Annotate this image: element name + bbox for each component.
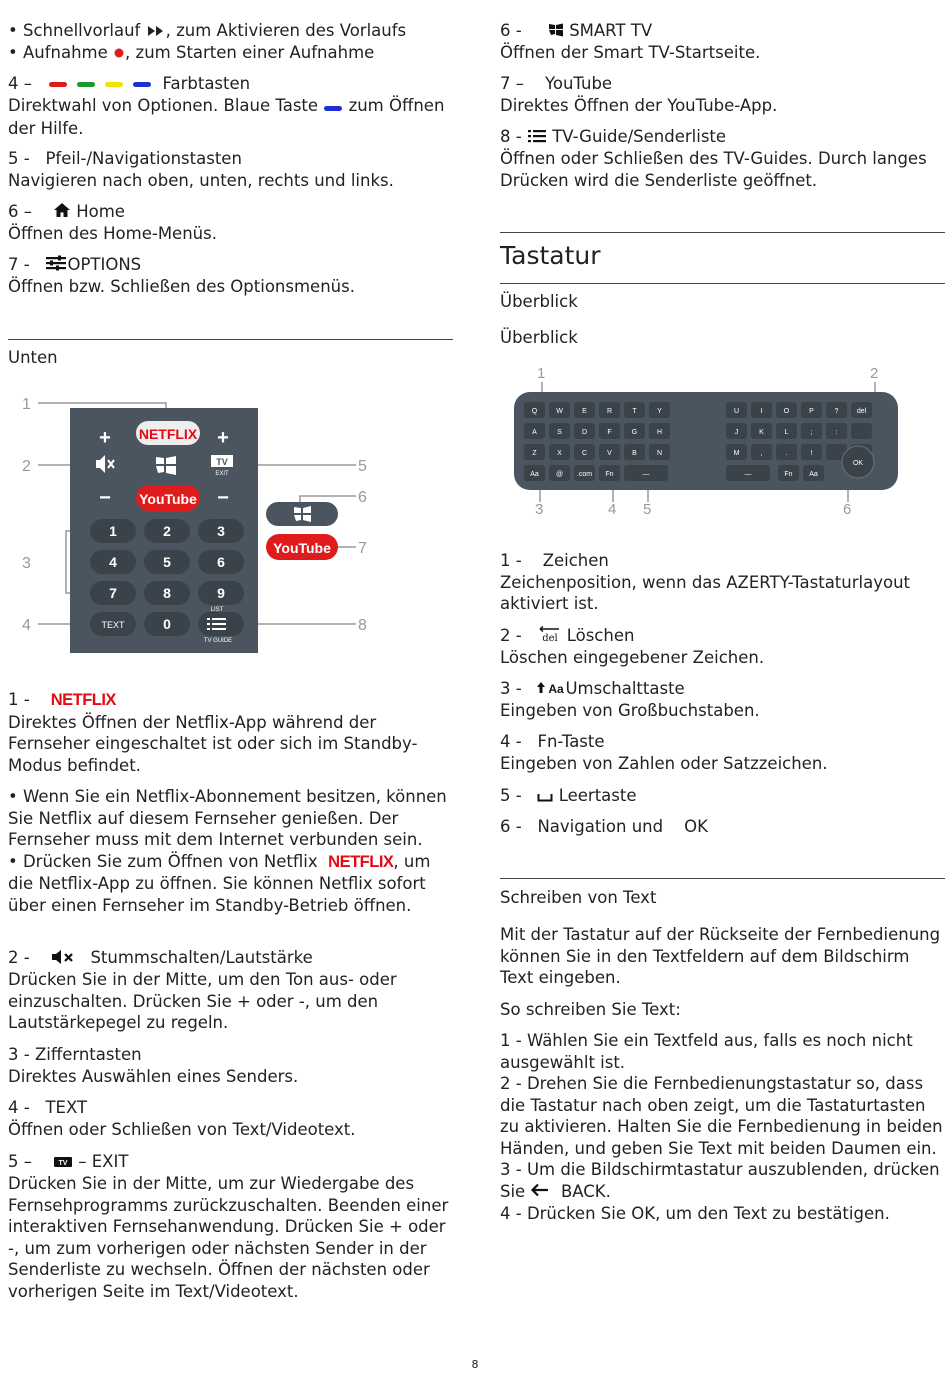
callout-4: 4 [22, 617, 31, 634]
item-title-ok: OK [684, 817, 708, 836]
key-0: 0 [163, 616, 171, 632]
key-3: 3 [217, 523, 225, 539]
keyboard-key-label: .com [576, 471, 593, 478]
item-umschalt [500, 678, 945, 722]
keyboard-key-label: W [556, 408, 563, 415]
keyboard-key-label: M [733, 450, 740, 457]
keyboard-key-label: O [783, 408, 790, 415]
item-desc: Direktes Öffnen der YouTube-App. [500, 95, 778, 115]
paragraph: Mit der Tastatur auf der Rückseite der Fernbedienung können Sie in den Textfeldern auf dem Bildschirm Text eingeben. [500, 925, 941, 987]
svg-text:Aa: Aa [548, 681, 565, 695]
item-number: 6 - [500, 21, 522, 40]
ch-plus: + [217, 427, 229, 449]
tv-icon [53, 1152, 73, 1174]
keyboard-key-label: P [809, 408, 814, 415]
key-9: 9 [217, 585, 225, 601]
key-7: 7 [109, 585, 117, 601]
item-title: Farbtasten [162, 74, 251, 93]
netflix-notes [8, 786, 453, 916]
ch-minus: − [217, 487, 229, 509]
keyboard-key-label: T [632, 408, 637, 415]
keyboard-key-label: D [581, 429, 588, 436]
item-title: SMART TV [569, 21, 653, 40]
keyboard-key-label: ; [810, 429, 813, 436]
key-5: 5 [163, 554, 171, 570]
item-netflix [8, 689, 453, 776]
callout-1: 1 [22, 396, 31, 413]
item-desc-cont: zum Öffnen [348, 96, 445, 116]
keyboard-key-label: — [642, 471, 650, 478]
key-4: 4 [109, 554, 117, 570]
callout-7: 7 [358, 540, 367, 557]
key-1: 1 [109, 523, 117, 539]
item-mute-volume [8, 947, 453, 1034]
item-title: Löschen [566, 626, 635, 645]
item-title-suffix: -Taste [557, 732, 605, 751]
item-title: Stummschalten/Lautstärke [90, 948, 313, 967]
item-loeschen [500, 625, 945, 669]
keyboard-key-label: S [557, 429, 562, 436]
schreiben-how [500, 999, 945, 1021]
keyboard-key-label: Aa [530, 471, 539, 478]
item-number: 3 - [500, 679, 522, 698]
item-desc: Eingeben von Zahlen oder Satzzeichen. [500, 753, 828, 773]
item-zeichen [500, 550, 945, 615]
section-title: Schreiben von Text [500, 888, 657, 907]
item-title: TEXT [45, 1098, 88, 1117]
keyboard-key-label: C [581, 450, 588, 457]
keyboard-key-label: L [784, 429, 789, 436]
vol-minus: − [99, 487, 111, 509]
punct: . [78, 118, 84, 138]
step-2: 2 - Drehen Sie die Fernbedienungstastatur so, dass die Tastatur nach oben zeigt, um die Tastaturtasten zu aktivieren. Halten Sie die Fernbedienung in beiden Händen, und geben Sie Text mit beiden Daumen ein. [500, 1074, 943, 1158]
keyboard-key-label: Aa [809, 471, 818, 478]
item-number: 1 - [500, 551, 522, 570]
keyboard-key-label: H [656, 429, 663, 436]
keyboard-key-label: X [557, 450, 562, 457]
item-desc: Direktwahl von Optionen. Blaue Taste [8, 96, 319, 116]
callout-5: 5 [643, 501, 652, 518]
svg-text:TV: TV [58, 1159, 68, 1167]
item-exit [8, 1151, 453, 1302]
schreiben-steps [500, 1030, 945, 1224]
note-subscription: • Wenn Sie ein Netflix-Abonnement besitzen, können Sie Netflix auf diesem Fernseher genießen. Der Fernseher muss mit dem Internet verbunden sein. [8, 787, 447, 849]
keyboard-key-label: E [582, 408, 587, 415]
item-number: 4 - [8, 1098, 30, 1117]
keyboard-key-label: B [632, 450, 637, 457]
item-desc: Drücken Sie in der Mitte, um zur Wiedergabe des Fernsehprogramms zurückzuschalten. Beenden einer interaktiven Fernsehanwendung. Drücken Sie + oder -, um zum vorherigen oder nächsten Sender in der Senderliste zu wechseln. Öffnen der nächsten oder vorherigen Seite im Text/Videotext. [8, 1174, 449, 1301]
keyboard-key-label: Q [531, 408, 538, 415]
item-desc: Öffnen des Home-Menüs. [8, 224, 217, 244]
keyboard-key-label: R [606, 408, 613, 415]
item-desc: Öffnen oder Schließen von Text/Videotext. [8, 1119, 356, 1139]
item-title: OPTIONS [67, 255, 142, 274]
callout-6: 6 [843, 501, 852, 518]
item-number: 2 - [500, 626, 522, 645]
item-text [8, 1097, 453, 1140]
item-desc: Löschen eingegebener Zeichen. [500, 648, 765, 668]
item-desc-cont: der [8, 118, 36, 138]
keyboard-key-label: A [532, 429, 537, 436]
keyboard-key-label: F [607, 429, 612, 436]
item-number: 2 - [8, 948, 30, 967]
keyboard-key-label: , [760, 450, 763, 457]
item-title-cont: und [631, 817, 664, 836]
shift-icon [537, 679, 565, 701]
delete-icon [537, 626, 561, 648]
item-number: 5 - [500, 786, 522, 805]
item-title: Fn [537, 732, 558, 751]
keyboard-key-label: J [734, 429, 739, 436]
callout-5: 5 [358, 458, 367, 475]
back-arrow-icon [530, 1181, 550, 1203]
item-number: 4 - [500, 732, 522, 751]
item-title: Navigation [537, 817, 627, 836]
item-number-keys [8, 1044, 453, 1087]
item-number: 5 - [8, 149, 30, 168]
space-icon [537, 786, 553, 808]
svg-text:EXIT: EXIT [215, 471, 229, 477]
tvguide-label: TV GUIDE [203, 638, 233, 644]
ok-word: OK [631, 1203, 656, 1223]
page-number: 8 [471, 1358, 479, 1371]
record-desc: , zum Starten einer Aufnahme [125, 43, 375, 62]
keyboard-key-label: @ [555, 471, 564, 478]
note-open-cont: , um die Netflix-App zu öffnen. Sie können Netflix sofort über einen Fernseher im Standby-Betrieb öffnen. [8, 851, 431, 915]
section-divider [500, 878, 945, 879]
record-label: • Aufnahme [8, 43, 108, 62]
left-column-lower [8, 0, 453, 1378]
subsection-title: Überblick [500, 292, 578, 311]
step-4: 4 - Drücken Sie [500, 1203, 626, 1223]
item-number: 6 - [500, 817, 522, 836]
svg-text:TV: TV [216, 457, 228, 467]
item-title: Pfeil-/Navigation [45, 149, 182, 168]
callout-4: 4 [608, 501, 617, 518]
callout-2: 2 [22, 458, 31, 475]
item-desc: Direktes Öffnen der Netflix-App während der Fernseher eingeschaltet ist oder sich im Standby-Modus befindet. [8, 712, 418, 775]
callout-2: 2 [870, 365, 879, 382]
callout-3: 3 [22, 555, 31, 572]
item-number: 1 - [8, 690, 30, 709]
callout-3: 3 [535, 501, 544, 518]
help-word: Hilfe [40, 118, 79, 138]
keyboard-key-label: Y [657, 408, 662, 415]
item-title: Home [76, 202, 125, 221]
item-title: TV-Guide/Senderliste [552, 127, 727, 146]
keyboard-key-label: Fn [784, 471, 793, 478]
step-1: 1 - Wählen Sie ein Textfeld aus, falls es noch nicht ausgewählt ist. [500, 1031, 913, 1072]
item-desc: Navigieren nach oben, unten, rechts und links. [8, 170, 394, 190]
item-title: Zeichen [542, 551, 609, 570]
item-desc: Eingeben von Großbuchstaben. [500, 701, 760, 721]
keyboard-key-label: G [631, 429, 638, 436]
item-fn [500, 731, 945, 774]
item-desc: Drücken Sie in der Mitte, um den Ton aus- oder einzuschalten. Drücken Sie + oder -, um den Lautstärkepegel zu regeln. [8, 970, 397, 1033]
svg-text:YouTube: YouTube [139, 491, 197, 507]
key-text: TEXT [101, 620, 125, 630]
item-desc: Öffnen oder Schließen des TV-Guides. Durch langes Drücken wird die Senderliste geöffnet. [500, 149, 927, 190]
item-title: 3 - Zifferntasten [8, 1045, 142, 1064]
callout-6: 6 [358, 489, 367, 506]
fast-forward-label: • Schnellvorlauf [8, 21, 141, 40]
keyboard-key-label: V [607, 450, 612, 457]
item-title: YouTube [544, 74, 613, 93]
vol-plus: + [99, 427, 111, 449]
svg-text:OK: OK [852, 460, 864, 467]
punct: . [605, 1181, 611, 1201]
keyboard-key-label: — [744, 471, 752, 478]
item-desc: Direktes Auswählen eines Senders. [8, 1066, 299, 1086]
svg-text:del: del [542, 632, 559, 642]
netflix-logo-inline: NETFLIX [328, 852, 394, 871]
keyboard-key-label: ? [834, 408, 839, 415]
keyboard-key-label: U [733, 408, 740, 415]
schreiben-intro [500, 924, 945, 989]
step-4-cont: , um den Text zu bestätigen. [655, 1203, 890, 1223]
list-label: LIST [210, 607, 224, 613]
figure-caption: Überblick [500, 328, 578, 347]
keyboard-key-label: I [760, 408, 763, 415]
keyboard-key-label: ! [810, 450, 813, 457]
keyboard-key-label: . [785, 450, 788, 457]
key-8: 8 [163, 585, 171, 601]
item-number: 7 - [8, 255, 30, 274]
item-number: 7 – [500, 74, 524, 93]
item-number: 8 - [500, 127, 522, 146]
item-title: Leertaste [558, 786, 637, 805]
key-2: 2 [163, 523, 171, 539]
item-number: 4 – [8, 74, 32, 93]
item-title-suffix: stasten [181, 149, 242, 168]
mute-icon [51, 948, 75, 970]
keyboard-key-label: : [835, 429, 838, 436]
key-6: 6 [217, 554, 225, 570]
section-title: Tastatur [500, 241, 601, 270]
callout-1: 1 [537, 365, 546, 382]
item-desc: Zeichenposition, wenn das AZERTY-Tastaturlayout aktiviert ist. [500, 572, 911, 613]
item-title: – EXIT [78, 1152, 129, 1171]
item-title: Umschalttaste [565, 679, 685, 698]
keyboard-key-label: Z [532, 450, 537, 457]
svg-text:NETFLIX: NETFLIX [138, 426, 198, 442]
note-open: • Drücken Sie zum Öffnen von Netflix [8, 851, 318, 871]
right-column-lower [500, 0, 945, 1378]
step-3: 3 - Um die Bildschirmtastatur auszublenden, drücken Sie [500, 1160, 940, 1201]
item-desc: Öffnen bzw. Schließen des Optionsmenüs. [8, 277, 355, 297]
item-leertaste [500, 785, 945, 807]
keyboard-key-label: K [759, 429, 764, 436]
svg-text:YouTube: YouTube [273, 540, 331, 556]
keyboard-key-label: del [856, 408, 867, 415]
callout-8: 8 [358, 617, 367, 634]
section-title: Unten [8, 348, 58, 367]
keyboard-key-label: N [656, 450, 663, 457]
item-navigation-ok [500, 816, 945, 838]
back-word: BACK [560, 1181, 606, 1201]
fast-forward-desc: , zum Aktivieren des Vorlaufs [165, 21, 407, 40]
item-number: 5 – [8, 1152, 32, 1171]
item-desc: Öffnen der Smart TV-Startseite. [500, 43, 761, 63]
section-heading-schreiben [500, 887, 945, 909]
item-number: 6 – [8, 202, 32, 221]
keyboard-key-label: Fn [605, 471, 614, 478]
netflix-logo: NETFLIX [50, 691, 116, 709]
paragraph: So schreiben Sie Text: [500, 1000, 681, 1019]
